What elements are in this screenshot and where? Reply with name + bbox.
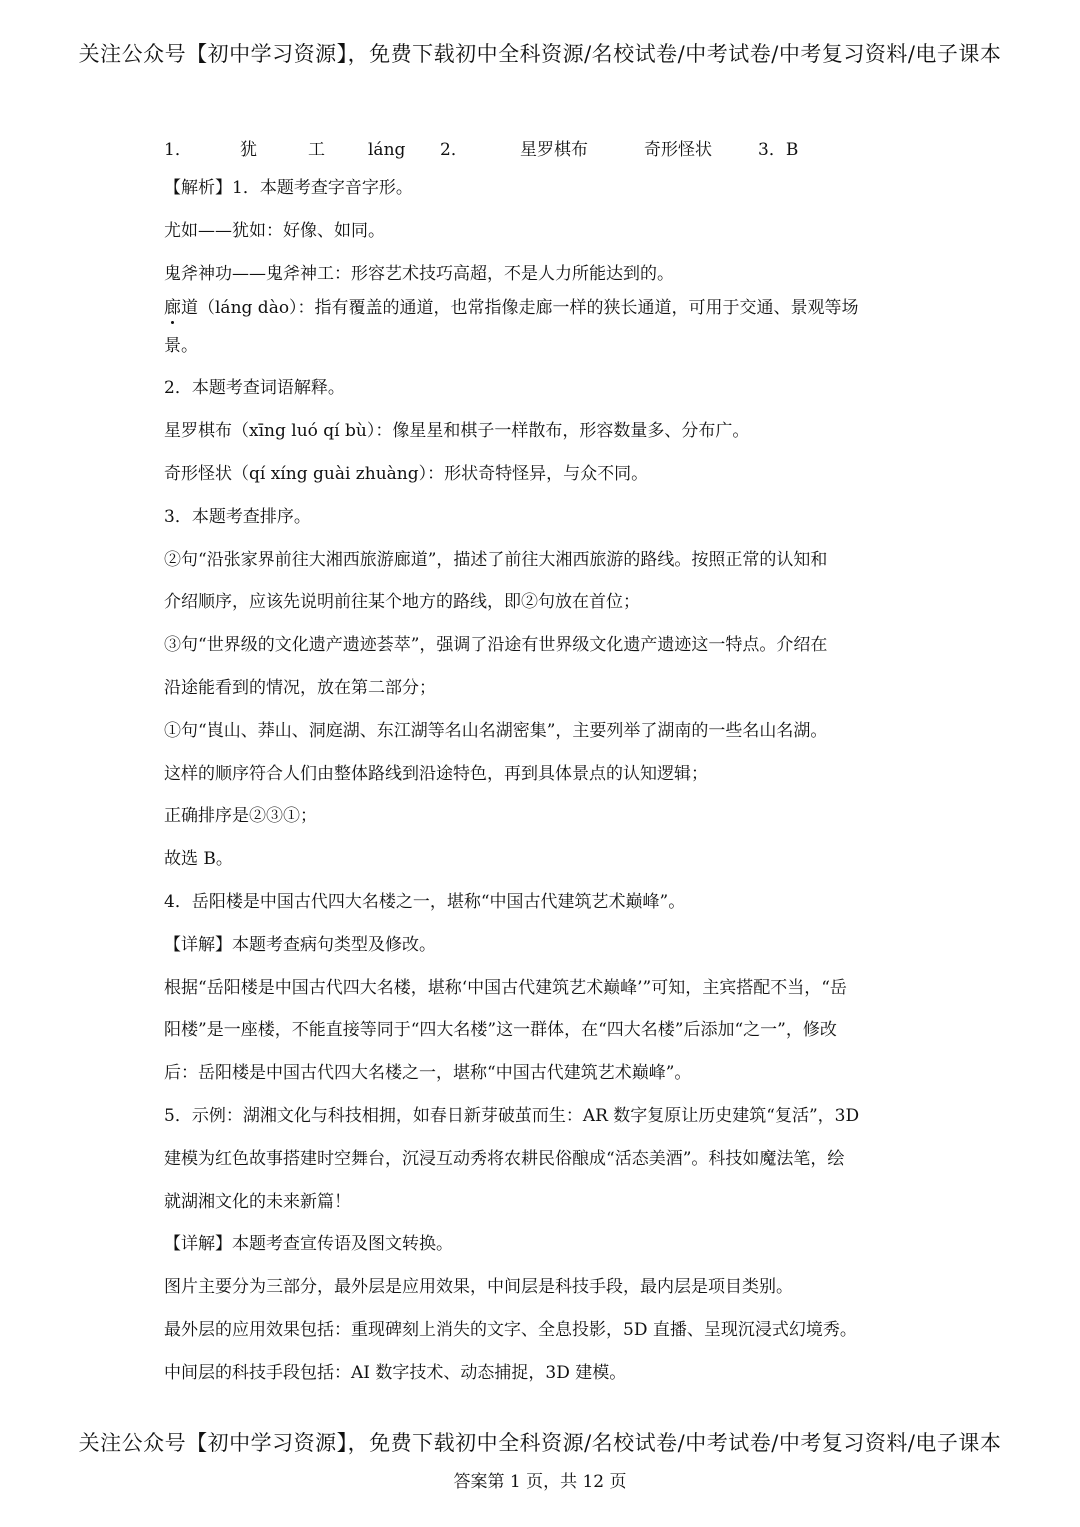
answer-q5-b: 建模为红色故事搭建时空舞台，沉浸互动秀将农耕民俗酿成“活态美酒”。科技如魔法笔，绘 (164, 1148, 845, 1169)
analysis-q2-item-2: 奇形怪状（qí xíng guài zhuàng）：形状奇特怪异，与众不同。 (164, 463, 649, 484)
detail-q4-heading: 【详解】本题考查病句类型及修改。 (164, 934, 436, 955)
analysis-q3-para-2a: ③句“世界级的文化遗产遗迹荟萃”，强调了沿途有世界级文化遗产遗迹这一特点。介绍在 (164, 635, 828, 656)
analysis-q3-choice: 故选 B。 (164, 849, 233, 870)
detail-q5-para-2: 最外层的应用效果包括：重现碑刻上消失的文字、全息投影，5D 直播、呈现沉浸式幻境秀。 (164, 1319, 857, 1340)
analysis-q1-item-3-cont: 景。 (164, 335, 198, 356)
answer-q4: 4．岳阳楼是中国古代四大名楼之一，堪称“中国古代建筑艺术巅峰”。 (164, 891, 686, 912)
answer-number-3: 3．B (758, 140, 799, 160)
answer-q5-c: 就湖湘文化的未来新篇！ (164, 1191, 351, 1212)
analysis-q1-item-2: 鬼斧神功——鬼斧神工：形容艺术技巧高超，不是人力所能达到的。 (164, 263, 674, 284)
analysis-q1-heading: 【解析】1．本题考查字音字形。 (164, 178, 413, 198)
detail-q4-para-c: 后：岳阳楼是中国古代四大名楼之一，堪称“中国古代建筑艺术巅峰”。 (164, 1063, 692, 1084)
analysis-q3-order: 正确排序是②③①； (164, 806, 317, 827)
answer-2-2: 奇形怪状 (644, 140, 712, 160)
analysis-q2-heading: 2．本题考查词语解释。 (164, 378, 345, 399)
detail-q5-para-3: 中间层的科技手段包括：AI 数字技术、动态捕捉，3D 建模。 (164, 1362, 627, 1383)
answer-content (164, 138, 924, 1404)
answer-1-2: 工 (308, 140, 325, 160)
analysis-q3-para-4: 这样的顺序符合人们由整体路线到沿途特色，再到具体景点的认知逻辑； (164, 763, 708, 784)
analysis-q3-para-2b: 沿途能看到的情况，放在第二部分； (164, 677, 436, 698)
analysis-q1-item-1: 尤如——犹如：好像、如同。 (164, 220, 385, 241)
answer-number-1: 1． (164, 140, 192, 160)
analysis-q3-para-1a: ②句“沿张家界前往大湘西旅游廊道”，描述了前往大湘西旅游的路线。按照正常的认知和 (164, 549, 828, 570)
detail-q4-para-b: 阳楼”是一座楼，不能直接等同于“四大名楼”这一群体，在“四大名楼”后添加“之一”，修改 (164, 1020, 837, 1041)
analysis-q1-item-3 (164, 296, 924, 320)
bottom-banner: 关注公众号【初中学习资源】，免费下载初中全科资源/名校试卷/中考试卷/中考复习资料/电子课本 (78, 1431, 1002, 1455)
detail-q4-para-a: 根据“岳阳楼是中国古代四大名楼，堪称‘中国古代建筑艺术巅峰’”可知，主宾搭配不当，“岳 (164, 977, 847, 998)
answer-summary-row (164, 138, 924, 162)
analysis-q1-item-3-text: 道（láng dào）：指有覆盖的通道，也常指像走廊一样的狭长通道，可用于交通、景观等场 (181, 297, 859, 318)
analysis-q3-para-1b: 介绍顺序，应该先说明前往某个地方的路线，即②句放在首位； (164, 592, 640, 613)
page-number: 答案第 1 页，共 12 页 (453, 1472, 627, 1492)
detail-q5-heading: 【详解】本题考查宣传语及图文转换。 (164, 1234, 453, 1255)
answer-q5-a: 5．示例：湖湘文化与科技相拥，如春日新芽破茧而生：AR 数字复原让历史建筑“复活”，3D (164, 1105, 860, 1126)
answer-1-3: láng (368, 140, 406, 160)
top-banner: 关注公众号【初中学习资源】，免费下载初中全科资源/名校试卷/中考试卷/中考复习资料/电子课本 (78, 42, 1002, 66)
detail-q5-para-1: 图片主要分为三部分，最外层是应用效果，中间层是科技手段，最内层是项目类别。 (164, 1277, 793, 1298)
analysis-q2-item-1: 星罗棋布（xīng luó qí bù）：像星星和棋子一样散布，形容数量多、分布广。 (164, 421, 750, 442)
answer-number-2: 2． (440, 140, 468, 160)
answer-2-1: 星罗棋布 (520, 140, 588, 160)
analysis-q3-heading: 3．本题考查排序。 (164, 506, 311, 527)
analysis-q3-para-3: ①句“崀山、莽山、洞庭湖、东江湖等名山名湖密集”，主要列举了湖南的一些名山名湖。 (164, 720, 828, 741)
emphasis-character: 廊 (164, 297, 181, 318)
answer-1-1: 犹 (240, 140, 257, 160)
